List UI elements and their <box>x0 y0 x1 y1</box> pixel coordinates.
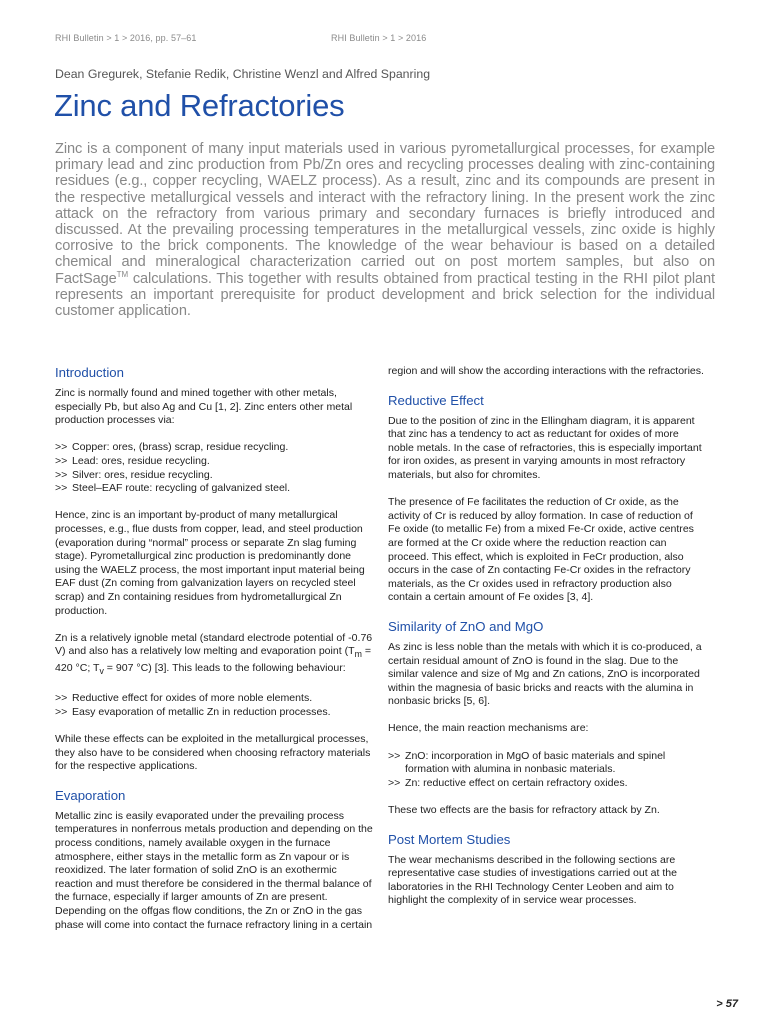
list-item: >> Reductive effect for oxides of more noble elements. <box>55 692 373 706</box>
paragraph: As zinc is less noble than the metals with which it is co-produced, a certain residual amount of ZnO is found in the slag. Due to the similar valence and size of Mg and Zn cations, ZnO is incorporated within the magnesia of basic bricks and reacts with the alumina in nonbasic bricks [5, 6]. <box>388 640 702 708</box>
list-item: >> Steel–EAF route: recycling of galvanized steel. <box>55 482 373 496</box>
paragraph: Zinc is normally found and mined together with other metals, especially Pb, but also Ag and Cu [1, 2]. Zinc enters other metal production processes via: <box>55 387 353 427</box>
list-item: >> ZnO: incorporation in MgO of basic materials and spinel formation with alumina in nonbasic materials. <box>388 750 706 777</box>
abstract-text-2: calculations. This together with results obtained from practical testing in the RHI pilot plant represents an important prerequisite for product development and brick selection for the individual customer application. <box>55 270 715 320</box>
abstract-text-1: Zinc is a component of many input materials used in various pyrometallurgical processes, for example primary lead and zinc production from Pb/Zn ores and recycling processes dealing with zinc-containing residues (e.g., copper recycling, WAELZ process). As a result, zinc and its compounds are present in the respective metallurgical vessels and interact with the refractory lining. In the present work the zinc attack on the refractory from various primary and secondary furnaces is briefly introduced and discussed. At the prevailing processing temperatures in the metallurgical vessels, zinc oxide is highly corrosive to the brick components. The knowledge of the wear behaviour is based on a detailed chemical and mineralogical characterization carried out on post mortem samples, but also on FactSage <box>55 141 715 287</box>
trademark-superscript: TM <box>116 269 129 279</box>
running-header-left: RHI Bulletin > 1 > 2016, pp. 57–61 <box>55 33 197 43</box>
list-item: >> Silver: ores, residue recycling. <box>55 469 373 483</box>
bullet-list-mechanisms <box>388 750 706 791</box>
paragraph: While these effects can be exploited in the metallurgical processes, they also have to be considered when choosing refractory materials for the respective applications. <box>55 733 371 773</box>
text-span: = 420 °C; T <box>55 645 371 674</box>
subscript: v <box>99 666 104 677</box>
text-span: = 907 °C) [3]. This leads to the following behaviour: <box>103 661 346 674</box>
running-header-right: RHI Bulletin > 1 > 2016 <box>331 33 427 43</box>
abstract <box>55 141 715 319</box>
bullet-list-behaviour <box>55 692 373 719</box>
paragraph: The presence of Fe facilitates the reduction of Cr oxide, as the activity of Cr is reduced by alloy formation. In case of reduction of Fe oxide (to metallic Fe) from a mixed Fe-Cr oxide, active centres are formed at the Cr oxide where the reduction reaction can proceed. This effect, which is exploited in FeCr production, also occurs in the case of Zn contacting Fe-Cr oxides in the refractory materials, as the Cr oxides used in refractory production also contain a certain amount of Fe oxides [3, 4]. <box>388 496 694 604</box>
subscript: m <box>354 649 362 660</box>
paragraph <box>55 632 373 679</box>
authors: Dean Gregurek, Stefanie Redik, Christine Wenzl and Alfred Spanring <box>55 67 431 81</box>
left-column <box>55 365 373 946</box>
page-number: > 57 <box>716 998 738 1010</box>
right-column <box>388 365 706 922</box>
section-heading-post-mortem: Post Mortem Studies <box>388 831 511 847</box>
list-item: >> Easy evaporation of metallic Zn in reduction processes. <box>55 706 373 720</box>
paragraph: The wear mechanisms described in the following sections are representative case studies of investigations carried out at the laboratories in the RHI Technology Center Leoben and aim to highlight the complexity of in service wear processes. <box>388 853 678 907</box>
section-heading-reductive-effect: Reductive Effect <box>388 392 484 408</box>
paragraph: Due to the position of zinc in the Ellingham diagram, it is apparent that zinc has a tendency to act as reductant for oxides of more noble metals. In the case of refractories, this is especially important for iron oxides, as present in varying amounts in most refractory materials, but also for chromites. <box>388 414 702 481</box>
paragraph: These two effects are the basis for refractory attack by Zn. <box>388 804 660 817</box>
bullet-list-processes <box>55 441 373 495</box>
paragraph: Metallic zinc is easily evaporated under the prevailing process temperatures in nonferrous metals production and depending on the process conditions, namely available oxygen in the furnace atmosphere, either stays in the metallic form as Zn vapour or is reoxidized. The later formation of solid ZnO is an exothermic reaction and must therefore be considered in the thermal balance of the furnace, especially if larger amounts of Zn are present. Depending on the offgas flow conditions, the Zn or ZnO in the gas phase will come into contact the furnace refractory lining in a certain <box>55 809 373 931</box>
list-item: >> Lead: ores, residue recycling. <box>55 455 373 469</box>
paragraph: Hence, zinc is an important by-product of many metallurgical processes, e.g., flue dusts from copper, lead, and steel production (evaporation during “normal” process or separate Zn slag fuming stage). Pyrometallurgical zinc production is predominantly done using the WAELZ process, the most important input material being EAF dust (Zn coming from galvanization layers on recycled steel scrap) and Zn containing residues from hydrometallurgical Zn production. <box>55 509 365 617</box>
article-title: Zinc and Refractories <box>54 88 345 123</box>
section-heading-similarity: Similarity of ZnO and MgO <box>388 618 544 634</box>
paragraph: region and will show the according interactions with the refractories. <box>388 365 704 377</box>
section-heading-introduction: Introduction <box>55 365 124 380</box>
text-span: Zn is a relatively ignoble metal (standard electrode potential of -0.76 V) and also has a relatively low melting and evaporation point (T <box>55 631 373 658</box>
list-item: >> Zn: reductive effect on certain refractory oxides. <box>388 777 706 791</box>
list-item: >> Copper: ores, (brass) scrap, residue recycling. <box>55 441 373 455</box>
section-heading-evaporation: Evaporation <box>55 787 126 803</box>
paragraph: Hence, the main reaction mechanisms are: <box>388 722 589 735</box>
